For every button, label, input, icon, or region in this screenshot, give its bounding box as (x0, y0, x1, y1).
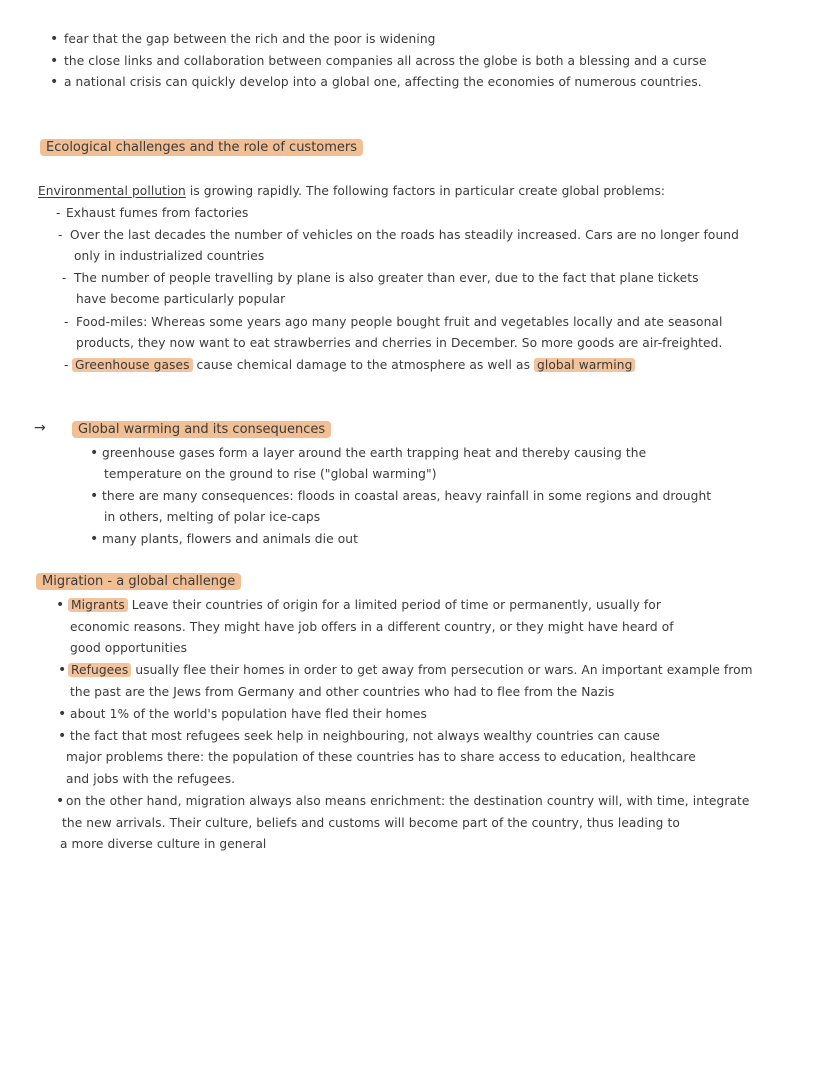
bullet-dot: • (90, 488, 99, 504)
migrants-highlight: Migrants (68, 598, 128, 612)
migration-heading-text: Migration - a global challenge (36, 573, 241, 590)
warming-line-2: there are many consequences: floods in coastal areas, heavy rainfall in some regions and drought (102, 489, 712, 503)
warming-line-1-cont: temperature on the ground to rise ("global warming") (104, 467, 437, 481)
other-line-1: on the other hand, migration always also means enrichment: the destination country will, with time, integrate (66, 794, 750, 808)
warming-heading (72, 420, 331, 440)
greenhouse-gases-highlight: Greenhouse gases (72, 358, 193, 372)
intro-line-1: fear that the gap between the rich and the poor is widening (64, 32, 436, 46)
refugees-line-1 (68, 661, 753, 679)
migrants-line-1 (68, 596, 661, 614)
other-line-2: the new arrivals. Their culture, beliefs and customs will become part of the country, thus leading to (62, 816, 680, 830)
migrants-line-3: good opportunities (70, 641, 188, 655)
bullet-dot: • (56, 597, 65, 613)
warming-heading-text: Global warming and its consequences (72, 421, 331, 438)
dash-marker: - (64, 358, 69, 372)
other-line-3: a more diverse culture in general (60, 837, 267, 851)
bullet-dot: • (50, 74, 59, 90)
dash-marker: - (58, 228, 63, 242)
bullet-dot: • (58, 706, 67, 722)
migration-heading (36, 572, 241, 592)
bullet-dot: • (90, 531, 99, 547)
ecology-intro (38, 182, 665, 200)
dash-marker: - (64, 315, 69, 329)
ecology-heading-text: Ecological challenges and the role of customers (40, 139, 363, 156)
bullet-dot: • (58, 728, 67, 744)
bullet-dot: • (50, 53, 59, 69)
fact-line-2: major problems there: the population of these countries has to share access to education, healthcare (66, 750, 696, 764)
fact-line-3: and jobs with the refugees. (66, 772, 236, 786)
dash-marker: - (62, 271, 67, 285)
ecology-intro-rest: is growing rapidly. The following factors in particular create global problems: (189, 184, 666, 198)
refugees-highlight: Refugees (68, 663, 131, 677)
ecology-item-2-cont: only in industrialized countries (74, 249, 265, 263)
intro-line-2: the close links and collaboration between companies all across the globe is both a blessing and a curse (64, 54, 707, 68)
ecology-item-3-cont: have become particularly popular (76, 292, 286, 306)
bullet-dot: • (50, 31, 59, 47)
ecology-item-2: Over the last decades the number of vehicles on the roads has steadily increased. Cars are no longer found (70, 228, 739, 242)
ecology-item-4-cont: products, they now want to eat strawberries and cherries in December. So more goods are air-freighted. (76, 336, 723, 350)
warming-line-2-cont: in others, melting of polar ice-caps (104, 510, 321, 524)
bullet-dot: • (90, 445, 99, 461)
intro-line-3: a national crisis can quickly develop into a global one, affecting the economies of numerous countries. (64, 75, 702, 89)
refugees-line-2: the past are the Jews from Germany and other countries who had to flee from the Nazis (70, 685, 615, 699)
ecology-item-5-mid: cause chemical damage to the atmosphere as well as (196, 358, 531, 372)
refugees-rest: usually flee their homes in order to get away from persecution or wars. An important example from (135, 663, 753, 677)
warming-line-3: many plants, flowers and animals die out (102, 532, 358, 546)
migrants-line-2: economic reasons. They might have job offers in a different country, or they might have heard of (70, 620, 674, 634)
stat-line: about 1% of the world's population have fled their homes (70, 707, 427, 721)
fact-line-1: the fact that most refugees seek help in neighbouring, not always wealthy countries can cause (70, 729, 661, 743)
warming-line-1: greenhouse gases form a layer around the earth trapping heat and thereby causing the (102, 446, 647, 460)
bullet-dot: • (58, 662, 67, 678)
global-warming-highlight: global warming (534, 358, 635, 372)
ecology-item-5 (72, 356, 635, 374)
ecology-item-4: Food-miles: Whereas some years ago many people bought fruit and vegetables locally and ate seasonal (76, 315, 723, 329)
arrow-icon: → (34, 420, 46, 436)
bullet-dot: • (56, 793, 65, 809)
ecology-heading (40, 138, 363, 158)
ecology-item-3: The number of people travelling by plane is also greater than ever, due to the fact that plane tickets (74, 271, 699, 285)
ecology-intro-term: Environmental pollution (38, 184, 186, 198)
migrants-rest: Leave their countries of origin for a limited period of time or permanently, usually for (131, 598, 661, 612)
dash-marker: - (56, 206, 61, 220)
ecology-item-1: Exhaust fumes from factories (66, 206, 249, 220)
